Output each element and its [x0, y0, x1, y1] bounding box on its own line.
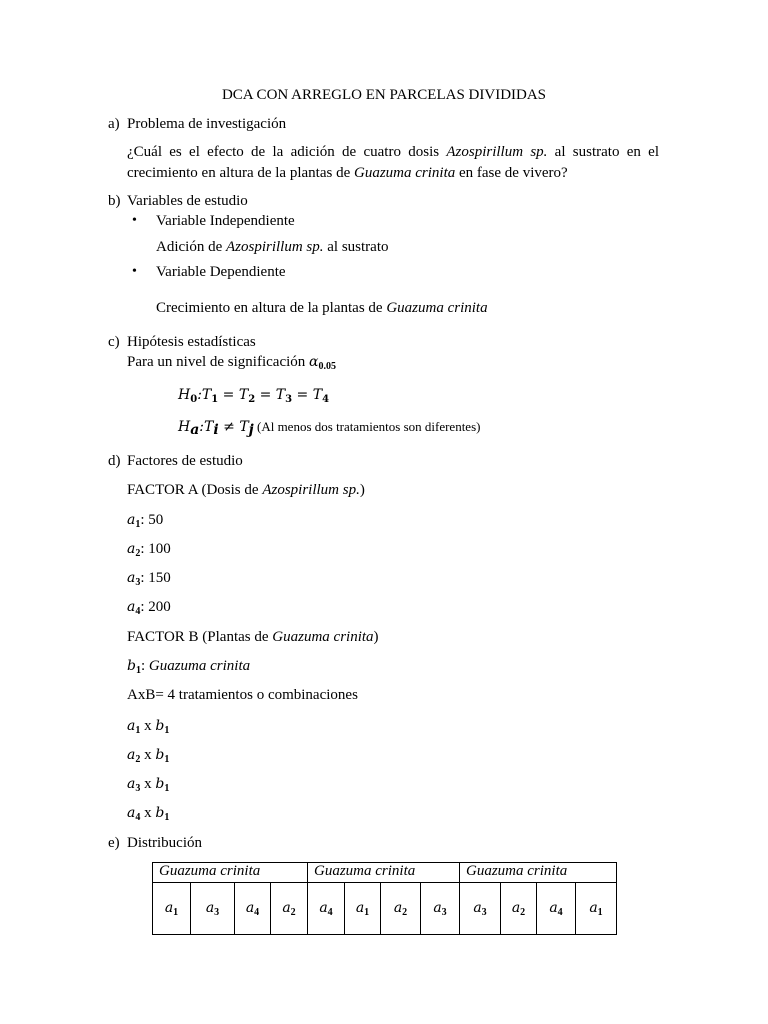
plot-cell: $a_4$: [308, 883, 345, 935]
factor-b-title: FACTOR B (Plantas de Guazuma crinita): [127, 629, 379, 645]
dependent-variable-desc: Crecimiento en altura de la plantas de Guazuma crinita: [156, 300, 488, 316]
section-e-heading: Distribución: [127, 835, 202, 851]
group-header-row: [153, 863, 617, 883]
plot-cell: $a_1$: [153, 883, 191, 935]
independent-variable-desc: Adición de Azospirillum sp. al sustrato: [156, 239, 389, 255]
plot-cell: $a_4$: [537, 883, 576, 935]
section-c-heading: Hipótesis estadísticas: [127, 334, 256, 350]
hypothesis-note: (Al menos dos tratamientos son diferentes): [253, 419, 481, 434]
research-question: [127, 142, 659, 184]
combination: $a_2$ x $b_1$: [127, 747, 170, 765]
section-a-heading: Problema de investigación: [127, 116, 287, 132]
significance-level: Para un nivel de significación $\alpha_{0.05}$: [127, 354, 336, 372]
section-b-heading: Variables de estudio: [127, 193, 248, 209]
plot-row: [153, 883, 617, 935]
level-a3: $a_3$: 150: [127, 570, 171, 588]
combination: $a_3$ x $b_1$: [127, 776, 170, 794]
section-d-label: d): [108, 453, 121, 469]
combination: $a_4$ x $b_1$: [127, 805, 170, 823]
section-b-label: b): [108, 193, 121, 209]
alternative-hypothesis: $H_a:T_i \ne T_j$ (Al menos dos tratamientos son diferentes): [178, 419, 481, 438]
bullet-icon: •: [132, 264, 137, 279]
question-species: Azospirillum sp.: [446, 144, 548, 160]
plot-cell: $a_1$: [345, 883, 381, 935]
level-a4: $a_4$: 200: [127, 599, 171, 617]
plot-cell: $a_2$: [271, 883, 308, 935]
alpha-symbol: α: [309, 354, 319, 370]
group-header: Guazuma crinita: [308, 863, 460, 883]
dependent-variable-title: Variable Dependiente: [156, 264, 286, 280]
question-text-1: ¿Cuál es el efecto de la adición de cuatro dosis: [127, 144, 447, 160]
level-a1: $a_1$: 50: [127, 512, 164, 530]
section-c-label: c): [108, 334, 120, 350]
factor-a-title: FACTOR A (Dosis de Azospirillum sp.): [127, 482, 365, 498]
plot-cell: $a_2$: [381, 883, 421, 935]
distribution-table: [152, 862, 617, 935]
null-hypothesis: $H_0:T_1 = T_2 = T_3 = T_4$: [178, 387, 330, 405]
question-text-3: en fase de vivero?: [455, 165, 568, 181]
level-b1: $b_1$: Guazuma crinita: [127, 658, 251, 676]
page-title: DCA CON ARREGLO EN PARCELAS DIVIDIDAS: [221, 87, 547, 103]
treatment-count: AxB= 4 tratamientos o combinaciones: [127, 687, 358, 703]
plot-cell: $a_4$: [235, 883, 271, 935]
plot-cell: $a_3$: [421, 883, 460, 935]
plot-cell: $a_1$: [576, 883, 617, 935]
independent-variable-title: Variable Independiente: [156, 213, 295, 229]
level-a2: $a_2$: 100: [127, 541, 171, 559]
group-header: Guazuma crinita: [153, 863, 308, 883]
bullet-icon: •: [132, 213, 137, 228]
section-a-label: a): [108, 116, 120, 132]
question-plant: Guazuma crinita: [353, 165, 456, 181]
plot-cell: $a_2$: [501, 883, 537, 935]
plot-cell: $a_3$: [460, 883, 501, 935]
plot-cell: $a_3$: [191, 883, 235, 935]
combination: $a_1$ x $b_1$: [127, 718, 170, 736]
section-d-heading: Factores de estudio: [127, 453, 243, 469]
group-header: Guazuma crinita: [460, 863, 617, 883]
section-e-label: e): [108, 835, 120, 851]
question-text-2: al sustrato en el crecimiento en altura de la plantas de: [127, 144, 659, 181]
